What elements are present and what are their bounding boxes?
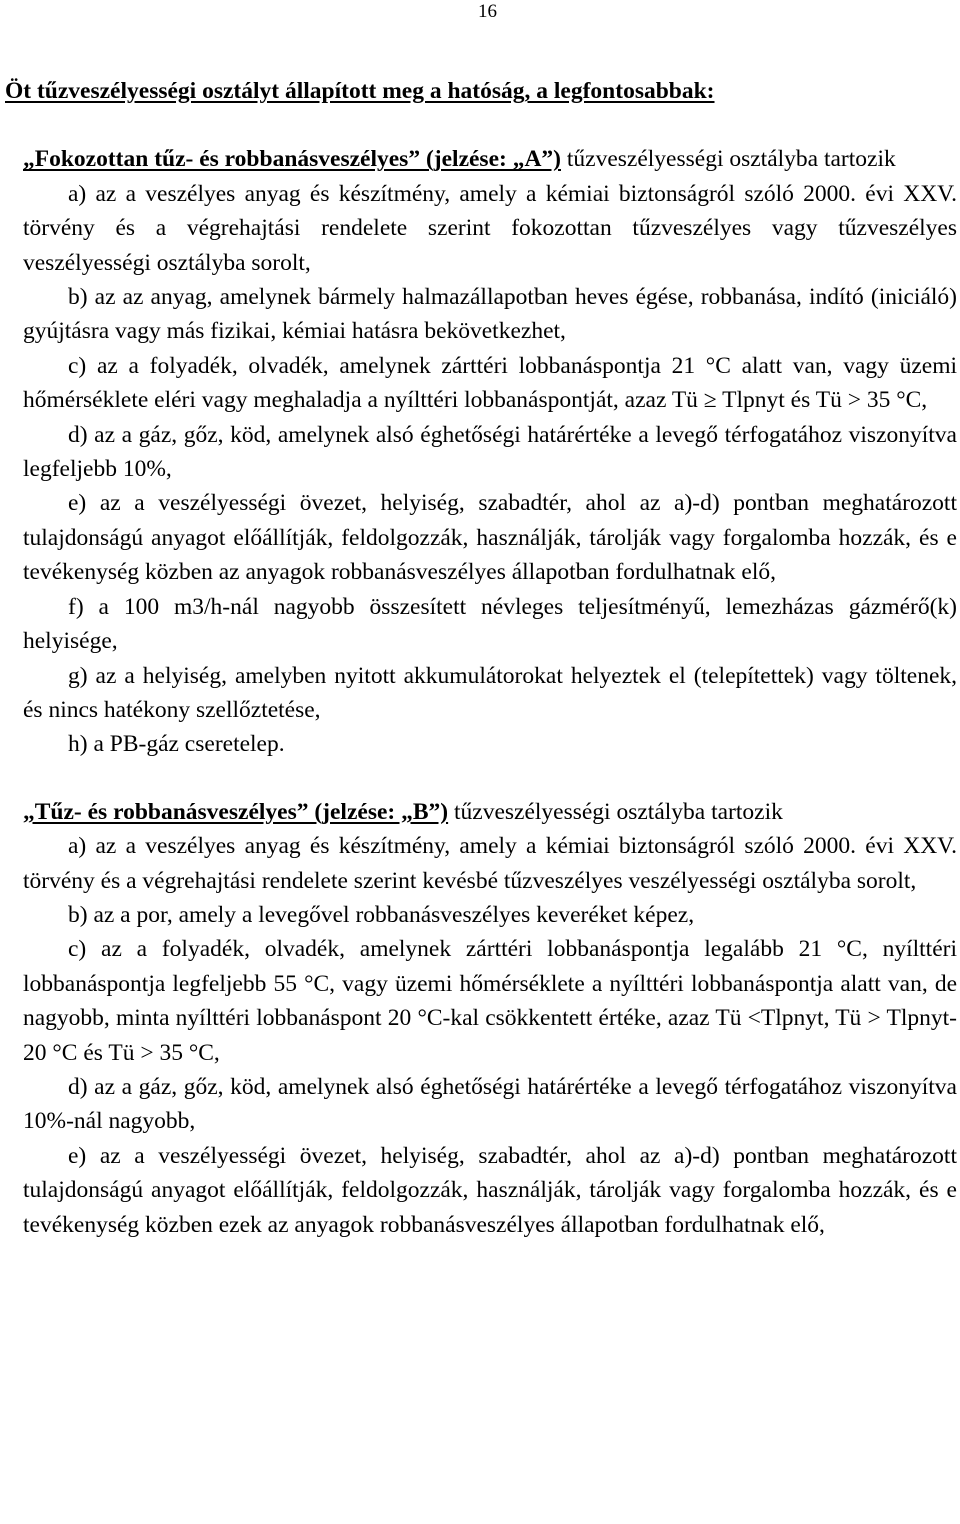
- page-heading: Öt tűzveszélyességi osztályt állapított meg a hatóság, a legfontosabbak:: [5, 78, 715, 104]
- section-b-item-d: d) az a gáz, gőz, köd, amelynek alsó éghetőségi határértéke a levegő térfogatához viszonyítva 10%-nál nagyobb,: [23, 1073, 957, 1135]
- section-a-item-f: f) a 100 m3/h-nál nagyobb összesített névleges teljesítményű, lemezházas gázmérő(k) helyisége,: [23, 593, 957, 655]
- section-b-item-e: e) az a veszélyességi övezet, helyiség, szabadtér, ahol az a)-d) pontban meghatározott tulajdonságú anyagot előállítják, feldolgozzák, használják, tárolják vagy forgalomba hozzák, és e tevékenység közben ezek az anyagok robbanásveszélyes állapotban fordulhatnak elő,: [23, 1142, 957, 1238]
- section-a-item-c: c) az a folyadék, olvadék, amelynek zárttéri lobbanáspontja 21 °C alatt van, vagy üzemi hőmérséklete eléri vagy meghaladja a nyílttéri lobbanáspontját, azaz Tü ≥ Tlpnyt és Tü > 35 °C,: [23, 352, 957, 414]
- section-a-title: „Fokozottan tűz- és robbanásveszélyes” (jelzése: „A”): [23, 146, 561, 173]
- section-a-lead: [5, 142, 957, 176]
- section-class-a: [5, 142, 957, 761]
- section-a-item-h: h) a PB-gáz cseretelep.: [68, 731, 285, 758]
- section-b-title: „Tűz- és robbanásveszélyes” (jelzése: „B”): [23, 798, 449, 825]
- section-b-lead: [5, 795, 957, 829]
- document-body: [5, 74, 957, 1242]
- section-class-b: [5, 795, 957, 1242]
- section-b-item-a: a) az a veszélyes anyag és készítmény, amely a kémiai biztonságról szóló 2000. évi XXV. törvény és a végrehajtási rendelete szerint kevésbé tűzveszélyes veszélyességi osztályba sorolt,: [23, 833, 957, 894]
- section-a-item-g: g) az a helyiség, amelyben nyitott akkumulátorokat helyeztek el (telepítettek) vagy töltenek, és nincs hatékony szellőztetése,: [23, 662, 957, 723]
- section-b-title-rest: tűzveszélyességi osztályba tartozik: [448, 798, 783, 825]
- section-a-item-e: e) az a veszélyességi övezet, helyiség, szabadtér, ahol az a)-d) pontban meghatározott tulajdonságú anyagot előállítják, feldolgozzák, használják, tárolják vagy forgalomba hozzák, és e tevékenység közben az anyagok robbanásveszélyes állapotban fordulhatnak elő,: [23, 490, 957, 586]
- section-a-title-rest: tűzveszélyességi osztályba tartozik: [561, 146, 896, 173]
- section-b-item-b: b) az a por, amely a levegővel robbanásveszélyes keveréket képez,: [68, 901, 695, 928]
- section-a-item-b: b) az az anyag, amelynek bármely halmazállapotban heves égése, robbanása, indító (iniciáló) gyújtásra vagy más fizikai, kémiai hatásra bekövetkezhet,: [23, 284, 957, 345]
- section-a-item-d: d) az a gáz, gőz, köd, amelynek alsó éghetőségi határértéke a levegő térfogatához viszonyítva legfeljebb 10%,: [23, 421, 957, 483]
- section-b-item-c: c) az a folyadék, olvadék, amelynek zárttéri lobbanáspontja legalább 21 °C, nyílttéri lobbanáspontja legfeljebb 55 °C, vagy üzemi hőmérséklete a nyílttéri lobbanáspontja alatt van, de nagyobb, minta nyílttéri lobbanáspont 20 °C-kal csökkentett értéke, azaz Tü <Tlpnyt, Tü > Tlpnyt-20 °C és Tü > 35 °C,: [23, 936, 957, 1066]
- page-number: 16: [478, 1, 497, 22]
- section-a-item-a: a) az a veszélyes anyag és készítmény, amely a kémiai biztonságról szóló 2000. évi XXV. törvény és a végrehajtási rendelete szerint fokozottan tűzveszélyes vagy tűzveszélyes veszélyességi osztályba sorolt,: [23, 180, 957, 276]
